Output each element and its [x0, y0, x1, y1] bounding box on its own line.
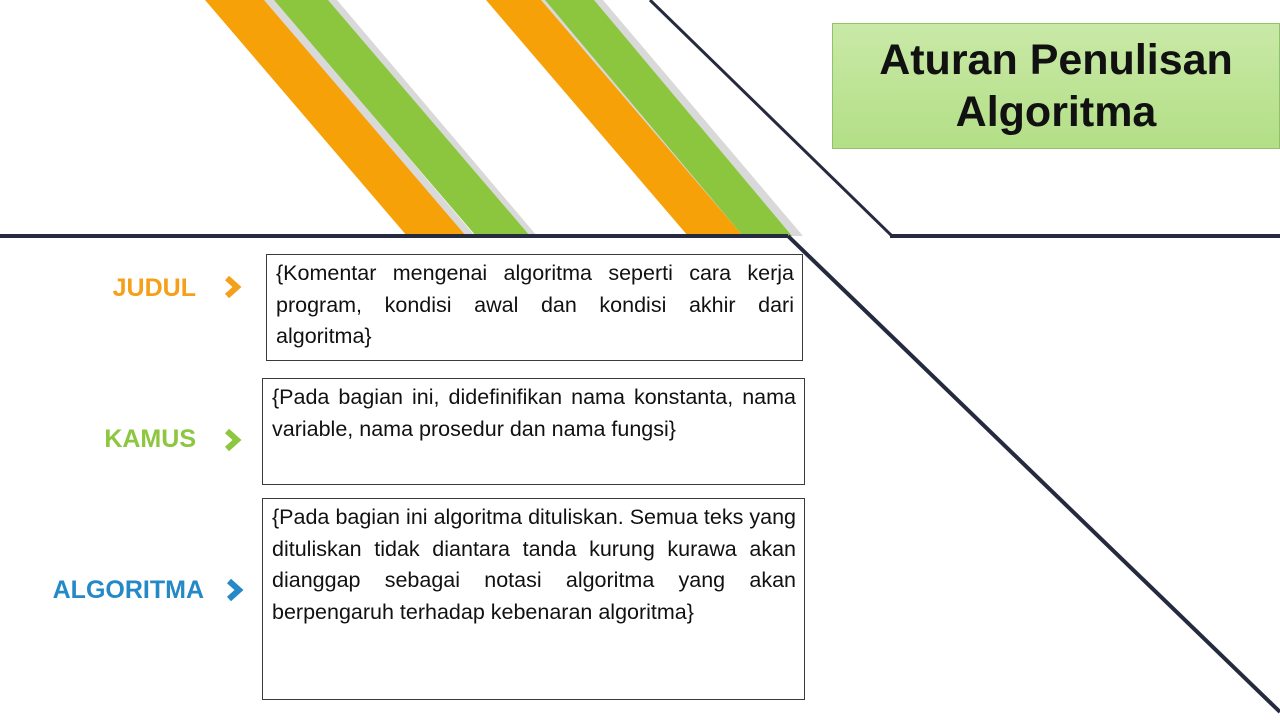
- chevron-right-icon: [224, 578, 246, 602]
- kamus-description-box: {Pada bagian ini, didefinifikan nama konstanta, nama variable, nama prosedur dan nama fungsi}: [262, 378, 805, 485]
- label-algoritma: ALGORITMA: [52, 576, 204, 604]
- label-judul: JUDUL: [112, 274, 196, 302]
- diagonal-rule-lower: [788, 236, 1280, 712]
- chevron-right-icon: [222, 275, 244, 299]
- chevron-right-icon: [222, 428, 244, 452]
- label-kamus: KAMUS: [104, 425, 196, 453]
- title-box: [832, 23, 1280, 149]
- slide-title: Aturan Penulisan Algoritma: [879, 36, 1233, 136]
- algoritma-description-box: {Pada bagian ini algoritma dituliskan. Semua teks yang dituliskan tidak diantara tanda kurung kurawa akan dianggap sebagai notasi algoritma yang akan berpengaruh terhadap kebenaran algoritma}: [262, 498, 805, 700]
- judul-description-box: {Komentar mengenai algoritma seperti cara kerja program, kondisi awal dan kondisi akhir dari algoritma}: [266, 254, 803, 361]
